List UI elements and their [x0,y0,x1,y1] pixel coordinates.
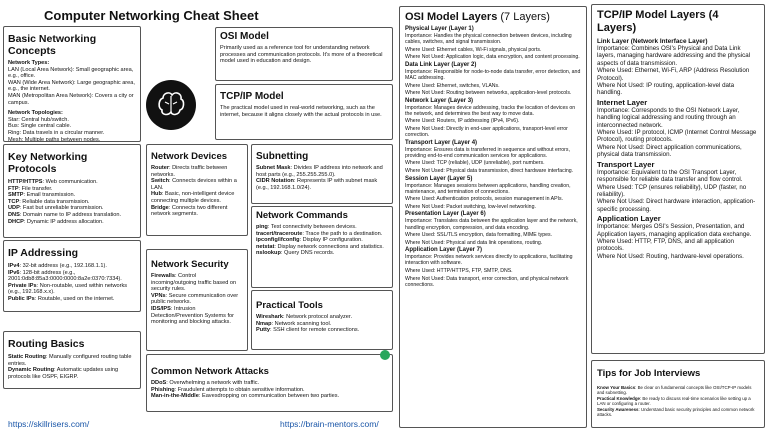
tcpip-layer-title: Application Layer [597,214,661,224]
tcpip-layer-line: Where Used: Ethernet, Wi-Fi, ARP (Address Resolution Protocol). [597,67,750,82]
green-dot-icon [380,350,390,360]
list-item-term: ipconfig/ifconfig [256,237,300,244]
list-item-description: : Web communication. [42,179,98,185]
page-title: Computer Networking Cheat Sheet [44,8,259,23]
list-item [151,306,243,326]
tcpip-layers-card [591,4,765,354]
tcpip-layer-line: Where Not Used: Routing, hardware-level operations. [597,252,744,260]
devices-card [146,144,248,236]
list-item [8,212,136,219]
osi-layer-line: Where Used: Authentication protocols, session management in APIs. [405,196,564,203]
list-item-term: Private IPs [8,282,37,289]
list-item [8,219,136,226]
osi-layer-line: Where Used: Routers, IP addressing (IPv4, IPv6). [405,118,520,125]
list-item-term: Bridge [151,204,169,211]
list-item [256,237,388,244]
tools-card [251,290,393,350]
osi-layer-line: Importance: Manages device addressing, tracks the location of devices on the network, and determines the best way to move data. [405,104,576,117]
tcpip-layer-line: Where Used: TCP (ensures reliability), UDP (faster, no reliability). [597,183,747,198]
list-item [151,205,243,218]
list-item [8,263,136,270]
list-item-description: : Dynamic IP address allocation. [23,218,104,225]
tcpip-layer-line: Importance: Merges OSI's Session, Presentation, and Application layers, managing application data exchange. [597,223,752,238]
list-item-term: IDS/IPS [151,305,171,312]
osi-layer-line: Where Used: HTTP/HTTPS, FTP, SMTP, DNS. [405,268,513,275]
tcpip-layers-heading: TCP/IP Model Layers (4 Layers) [597,9,719,34]
list-item-term: IPv6 [8,269,20,276]
osi-layer-title: Session Layer (Layer 5) [405,175,473,182]
brain-mentors-link[interactable]: https://brain-mentors.com/ [280,419,379,429]
list-item-description: : Intrusion Detection/Prevention Systems for monitoring and blocking attacks. [151,305,235,326]
list-item-description: : Connects devices within a LAN. [151,178,237,191]
list-item-term: Putty [256,327,270,334]
tips-list [597,385,759,417]
ip-addressing-card [3,240,141,312]
list-item-description: : Network protocol analyzer. [283,314,353,320]
list-item-term: Router [151,165,170,171]
osi-layer-line: Where Not Used: Physical data transmission, direct hardware interfacing. [405,168,574,174]
list-item [8,179,136,186]
osi-layer-line: Where Not Used: Application logic, data encryption, and content processing. [405,54,580,61]
osi-layer-line: Importance: Ensures data is transferred in sequence and without errors, providing end-to-end communication services for applications. [405,146,570,159]
osi-layer-line: Where Used: Ethernet cables, Wi-Fi signals, physical ports. [405,46,542,53]
list-item [8,186,136,193]
list-item-description: : Be clear on fundamental concepts like OSI/TCP-IP models and subnetting. [597,385,752,396]
tcpip-layer-line: Importance: Combines OSI's Physical and Data Link layers, managing hardware addressing and the physical aspects of data transmission. [597,45,751,67]
list-item-description: : Divides IP address into network and host parts (e.g., 255.255.255.0). [256,165,383,178]
list-item-term: Nmap [256,320,272,327]
list-item-term: ping [256,224,268,230]
list-item [151,191,243,204]
list-item-description: : Fast but unreliable transmission. [19,205,104,212]
list-item-term: HTTP/HTTPS [8,179,43,185]
osi-layer-line: Importance: Responsible for node-to-node data transfer, error detection, and MAC addressing. [405,68,581,81]
list-item-term: Know Your Basics [597,385,636,390]
list-item [8,296,136,303]
osi-layer-line: Where Not Used: Routing between networks, application-level protocols. [405,90,572,97]
protocols-card [3,144,141,238]
commands-card [251,206,393,288]
attacks-card [146,354,393,412]
osi-layers-subtitle: (7 Layers) [500,11,550,23]
list-item-term: DHCP [8,218,24,225]
osi-layer-line: Where Used: TCP (reliable), UDP (unreliable), port numbers. [405,160,545,167]
osi-layers-title: OSI Model Layers [405,11,498,23]
list-item-description: : File transfer. [18,185,53,192]
list-item [151,273,243,293]
list-item-description: : 128-bit address (e.g., 2001:0db8:85a3:0000:0000:8a2e:0370:7334). [8,269,122,283]
list-item-description: : Basic, non-intelligent device connecting multiple devices. [151,191,235,204]
osi-layer-title: Application Layer (Layer 7) [405,247,483,254]
list-item-term: tracert/traceroute [256,230,303,237]
list-item [597,385,759,396]
osi-layer-line: Where Not Used: Directly in end-user applications, transport-level error correction. [405,126,568,139]
list-item [256,327,388,334]
attacks-list [151,380,388,400]
list-item-term: netstat [256,243,275,250]
list-item [151,293,243,306]
osi-model-heading: OSI Model [220,31,269,42]
list-item-term: TCP [8,198,20,205]
list-item-term: UDP [8,205,20,212]
list-item-description: : Secure communication over public networks. [151,292,239,306]
list-item-description: : Network scanning tool. [271,320,332,327]
list-item [151,393,388,400]
osi-layers-heading [405,11,581,23]
brain-logo-icon [146,80,196,130]
list-item [8,205,136,212]
tcpip-layers-list [597,38,759,260]
list-item [256,250,388,257]
list-item [256,178,388,191]
list-item: Bus: Single central cable. [8,123,72,130]
list-item-term: nslookup [256,250,281,257]
list-item-term: Static Routing [8,354,46,360]
osi-layer-title: Presentation Layer (Layer 6) [405,211,486,218]
tcpip-layer-title: Transport Layer [597,159,655,169]
osi-layer-title: Transport Layer (Layer 4) [405,139,478,146]
list-item [597,396,759,407]
list-item-term: Hub [151,191,162,198]
list-item [8,270,136,283]
list-item: Mesh: Multiple paths between nodes. [8,136,101,142]
list-item: MAN (Metropolitan Area Network): Covers a city or campus. [8,92,134,106]
list-item [151,387,388,394]
osi-layers-card [399,6,587,428]
tcpip-layer-line: Importance: Corresponds to the OSI Network Layer, handling logical addressing and routing through an interconnected network. [597,106,740,129]
osi-layers-list [405,26,581,288]
list-item-term: Practical Knowledge [597,395,640,401]
list-item-description: : Understand basic security principles and common network attacks. [597,406,755,418]
network-types-heading: Network Types: [8,60,50,66]
list-item-description: : Directs traffic between networks. [151,165,228,178]
security-list [151,273,243,326]
list-item-term: Subnet Mask [256,165,291,171]
osi-layer-title: Physical Layer (Layer 1) [405,26,474,32]
osi-model-text: Primarily used as a reference tool for understanding network processes and communication protocols. It's more of a theoretical model used in education and design. [220,45,383,65]
osi-layer-line: Where Used: SSL/TLS encryption, data formatting, MIME types. [405,232,553,239]
list-item: Ring: Data travels in a circular manner. [8,129,105,136]
skillrisers-link[interactable]: https://skillrisers.com/ [8,419,90,429]
list-item-description: : Manually configured routing table entries. [8,354,132,367]
list-item-term: DNS [8,211,20,218]
list-item [597,407,759,418]
list-item-term: VPNs [151,292,166,299]
tcpip-model-card [215,84,393,140]
devices-heading: Network Devices [151,151,228,162]
list-item-description: : Reliable data transmission. [19,198,90,205]
list-item-term: Security Awareness [597,406,639,412]
list-item [8,199,136,206]
list-item-description: : Query DNS records. [280,250,335,257]
list-item-description: : Routable, used on the internet. [34,295,115,302]
tcpip-layer-line: Where Used: HTTP, FTP, DNS, and all application protocols. [597,237,734,253]
osi-layer-line: Importance: Translates data between the application layer and the network, handling encryption, compression, and data encoding. [405,218,578,231]
list-item-description: : SSH client for remote connections. [269,327,360,334]
list-item-description: : Automatic updates using protocols like OSPF, EIGRP. [8,367,119,380]
list-item [256,321,388,328]
list-item [151,178,243,191]
routing-heading: Routing Basics [8,338,85,350]
tcpip-model-heading: TCP/IP Model [220,91,284,102]
security-card [146,249,248,351]
list-item-term: Man-in-the-Middle [151,393,199,400]
list-item [8,283,136,296]
list-item-description: : Overwhelming a network with traffic. [166,380,260,386]
list-item-description: : Test connectivity between devices. [267,224,357,230]
subnetting-heading: Subnetting [256,151,309,162]
protocols-heading: Key Networking Protocols [8,151,88,175]
list-item-description: : Domain name to IP address translation. [19,211,122,218]
tools-heading: Practical Tools [256,300,323,311]
attacks-heading: Common Network Attacks [151,366,269,377]
list-item: LAN (Local Area Network): Small geographic area, e.g., office. [8,66,134,80]
list-item-description: : Display IP configuration. [299,237,363,244]
ip-addressing-heading: IP Addressing [8,247,79,259]
protocols-list [8,179,136,225]
topologies-heading: Network Topologies: [8,110,63,117]
commands-heading: Network Commands [256,210,348,221]
list-item-term: Dynamic Routing [8,367,54,374]
osi-layer-title: Data Link Layer (Layer 2) [405,61,477,68]
list-item [256,224,388,231]
osi-layer-line: Importance: Handles the physical connection between devices, including cables, switches, and signal transmission. [405,33,572,46]
list-item [256,165,388,178]
list-item [8,192,136,199]
subnetting-card [251,144,393,204]
list-item-term: Switch [151,178,170,185]
osi-layer-line: Where Not Used: Physical and data link operations, routing. [405,239,543,246]
osi-layer-line: Importance: Manages sessions between applications, handling creation, maintenance, and termination of connections. [405,182,571,195]
tools-list [256,314,388,334]
tcpip-layer-line: Where Not Used: Direct application communications, physical data transmission. [597,143,742,159]
list-item-term: Wireshark [256,314,283,320]
list-item [8,354,136,367]
osi-layer-line: Where Not Used: Data transport, error correction, and physical network connections. [405,275,569,288]
tcpip-layer-line: Where Not Used: IP routing, application-level data handling. [597,82,735,97]
routing-list [8,354,136,380]
ip-list [8,263,136,303]
routing-card [3,331,141,389]
tcpip-layer-title: Internet Layer [597,97,648,107]
subnetting-list [256,165,388,191]
tcpip-layer-line: Where Used: IP protocol, ICMP (Internet Control Message Protocol), routing protocols. [597,129,757,144]
tips-card [591,360,765,428]
list-item: Star: Central hub/switch. [8,116,69,123]
osi-model-card [215,27,393,81]
osi-layer-line: Where Used: Ethernet, switches, VLANs. [405,82,500,89]
tcpip-model-text: The practical model used in real-world networking, such as the internet, because it aligns closely with the actual protocols in use. [220,105,382,118]
osi-layer-line: Where Not Used: Packet switching, low-level networking. [405,203,536,210]
list-item-term: Public IPs [8,295,35,302]
list-item [256,314,388,321]
list-item-description: : Non-routable, used within networks (e.g., 192.168.x.x). [8,282,128,296]
list-item-term: Firewalls [151,273,175,279]
list-item: WAN (Wide Area Network): Large geographic area, e.g., the internet. [8,79,135,93]
list-item-term: FTP [8,185,19,192]
tips-heading: Tips for Job Interviews [597,368,701,379]
devices-list [151,165,243,218]
list-item-term: Phishing [151,386,175,393]
list-item-description: : Be ready to discuss real-time scenarios like setting up a LAN or configuring a router. [597,395,751,407]
list-item-description: : Control incoming/outgoing traffic based on security rules. [151,273,237,293]
commands-list [256,224,388,257]
list-item-description: : Eavesdropping on communication between two parties. [198,393,340,400]
list-item [256,231,388,238]
list-item-description: : Fraudulent attempts to obtain sensitive information. [174,386,305,393]
tcpip-layer-title: Link Layer (Network Interface Layer) [597,38,708,45]
list-item [8,367,136,380]
list-item-description: : Email transmission. [23,192,76,199]
tcpip-layer-line: Importance: Equivalent to the OSI Transport Layer, responsible for reliable data transfer and flow control. [597,168,743,184]
list-item-term: DDoS [151,380,167,386]
list-item-description: : Trace the path to a destination. [302,230,383,237]
list-item-description: : Connects two different network segments. [151,204,228,218]
list-item-description: : Display network connections and statistics. [274,243,384,250]
osi-layer-line: Importance: Provides network services directly to applications, facilitating interaction with software. [405,254,573,267]
list-item [151,165,243,178]
list-item-term: IPv4 [8,263,20,269]
list-item-term: CIDR Notation [256,178,294,185]
list-item [256,244,388,251]
list-item-description: : Represents IP with subnet mask (e.g., 192.168.1.0/24). [256,178,378,191]
security-heading: Network Security [151,259,229,270]
basic-concepts-card [3,26,141,142]
list-item-description: : 32-bit address (e.g., 192.168.1.1). [19,263,107,269]
basic-concepts-heading: Basic Networking Concepts [8,33,97,57]
osi-layer-title: Network Layer (Layer 3) [405,97,474,104]
list-item [151,380,388,387]
tcpip-layer-line: Where Not Used: Direct hardware interaction, application-specific processing. [597,198,756,213]
list-item-term: SMTP [8,192,24,199]
